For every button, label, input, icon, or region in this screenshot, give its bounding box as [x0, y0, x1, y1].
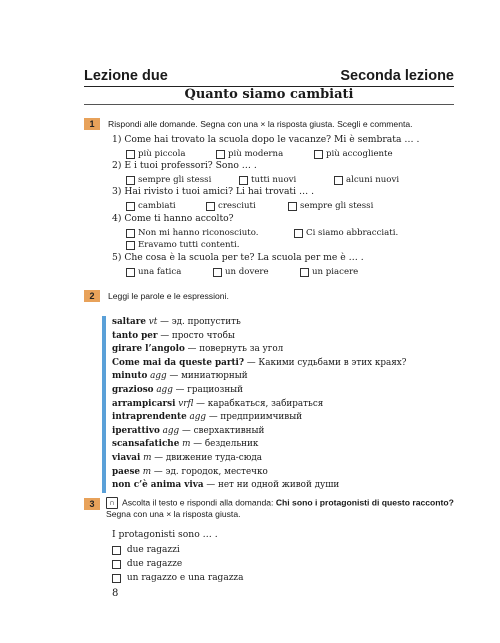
question-4: 4) Come ti hanno accolto? [112, 213, 234, 224]
answer-option[interactable]: due ragazze [112, 559, 182, 569]
answer-option[interactable]: un piacere [300, 267, 358, 277]
page-number: 8 [112, 588, 119, 599]
lesson-title-left: Lezione due [84, 68, 168, 84]
answer-option[interactable]: cresciuti [206, 201, 256, 211]
vocab-item: grazioso agg — грациозный [112, 384, 244, 395]
vocab-item: iperattivo agg — сверхактивный [112, 425, 265, 436]
checkbox-icon[interactable] [314, 150, 323, 159]
vocab-item: paese m — эд. городок, местечко [112, 466, 268, 477]
checkbox-icon[interactable] [126, 176, 135, 185]
checkbox-icon[interactable] [126, 241, 135, 250]
checkbox-icon[interactable] [206, 202, 215, 211]
vocab-item: intraprendente agg — предприимчивый [112, 412, 303, 423]
answer-option[interactable]: tutti nuovi [239, 175, 296, 185]
exercise-2-badge: 2 [84, 290, 100, 302]
answer-option[interactable]: Eravamo tutti contenti. [126, 240, 239, 250]
checkbox-icon[interactable] [288, 202, 297, 211]
vocabulary-list [102, 316, 452, 493]
checkbox-icon[interactable] [239, 176, 248, 185]
vocab-item: saltare vt — эд. пропустить [112, 317, 241, 327]
answer-option[interactable]: un ragazzo e una ragazza [112, 573, 244, 583]
checkbox-icon[interactable] [126, 229, 135, 238]
checkbox-icon[interactable] [294, 229, 303, 238]
checkbox-icon[interactable] [112, 546, 121, 555]
vocab-item: arrampicarsi vrfl — карабкаться, забираться [112, 398, 324, 409]
answer-option[interactable]: Ci siamo abbracciati. [294, 228, 398, 238]
exercise-1-badge: 1 [84, 118, 100, 130]
question-3: 3) Hai rivisto i tuoi amici? Li hai trovati … . [112, 186, 315, 197]
answer-option[interactable]: una fatica [126, 267, 181, 277]
exercise-3-badge: 3 [84, 498, 100, 510]
answer-option[interactable]: alcuni nuovi [334, 175, 399, 185]
checkbox-icon[interactable] [126, 268, 135, 277]
answer-option[interactable]: sempre gli stessi [126, 175, 211, 185]
answer-option[interactable]: Non mi hanno riconosciuto. [126, 228, 259, 238]
checkbox-icon[interactable] [112, 560, 121, 569]
exercise-2-instruction: Leggi le parole e le espressioni. [108, 291, 229, 301]
checkbox-icon[interactable] [300, 268, 309, 277]
question-5: 5) Che cosa è la scuola per te? La scuola per me è … . [112, 252, 364, 263]
question-2: 2) E i tuoi professori? Sono … . [112, 160, 257, 171]
lesson-header [84, 68, 454, 87]
page-title: Quanto siamo cambiati [184, 87, 354, 102]
checkbox-icon[interactable] [126, 150, 135, 159]
title-rule [84, 104, 454, 105]
vocab-item: non c’è anima viva — нет ни одной живой души [112, 480, 340, 491]
exercise-1-instruction: Rispondi alle domande. Segna con una × la risposta giusta. Scegli e commenta. [108, 119, 413, 129]
answer-option[interactable]: più accogliente [314, 149, 393, 159]
vocab-item: tanto per — просто чтобы [112, 330, 235, 341]
checkbox-icon[interactable] [216, 150, 225, 159]
answer-option[interactable]: più moderna [216, 149, 283, 159]
lesson-title-right: Seconda lezione [340, 68, 454, 84]
vocab-item: minuto agg — миниатюрный [112, 371, 248, 382]
answer-option[interactable]: un dovere [213, 267, 269, 277]
checkbox-icon[interactable] [126, 202, 135, 211]
answer-option[interactable]: cambiati [126, 201, 176, 211]
answer-option[interactable]: due ragazzi [112, 545, 180, 555]
exercise-3-lead: I protagonisti sono … . [112, 529, 218, 540]
vocab-item: girare l’angolo — повернуть за угол [112, 344, 284, 355]
vocab-item: viavai m — движение туда-сюда [112, 452, 263, 463]
answer-option[interactable]: sempre gli stessi [288, 201, 373, 211]
checkbox-icon[interactable] [213, 268, 222, 277]
headphones-icon: ∩ [106, 497, 118, 509]
checkbox-icon[interactable] [334, 176, 343, 185]
question-1: 1) Come hai trovato la scuola dopo le vacanze? Mi è sembrata … . [112, 134, 420, 145]
vocab-item: scansafatiche m — бездельник [112, 439, 259, 450]
exercise-3-instruction: ∩ Ascolta il testo e rispondi alla domanda: Chi sono i protagonisti di questo racconto? Segna con una × la risposta giusta. [106, 497, 454, 519]
answer-option[interactable]: più piccola [126, 149, 185, 159]
checkbox-icon[interactable] [112, 574, 121, 583]
vocab-item: Come mai da queste parti? — Какими судьбами в этих краях? [112, 357, 407, 368]
